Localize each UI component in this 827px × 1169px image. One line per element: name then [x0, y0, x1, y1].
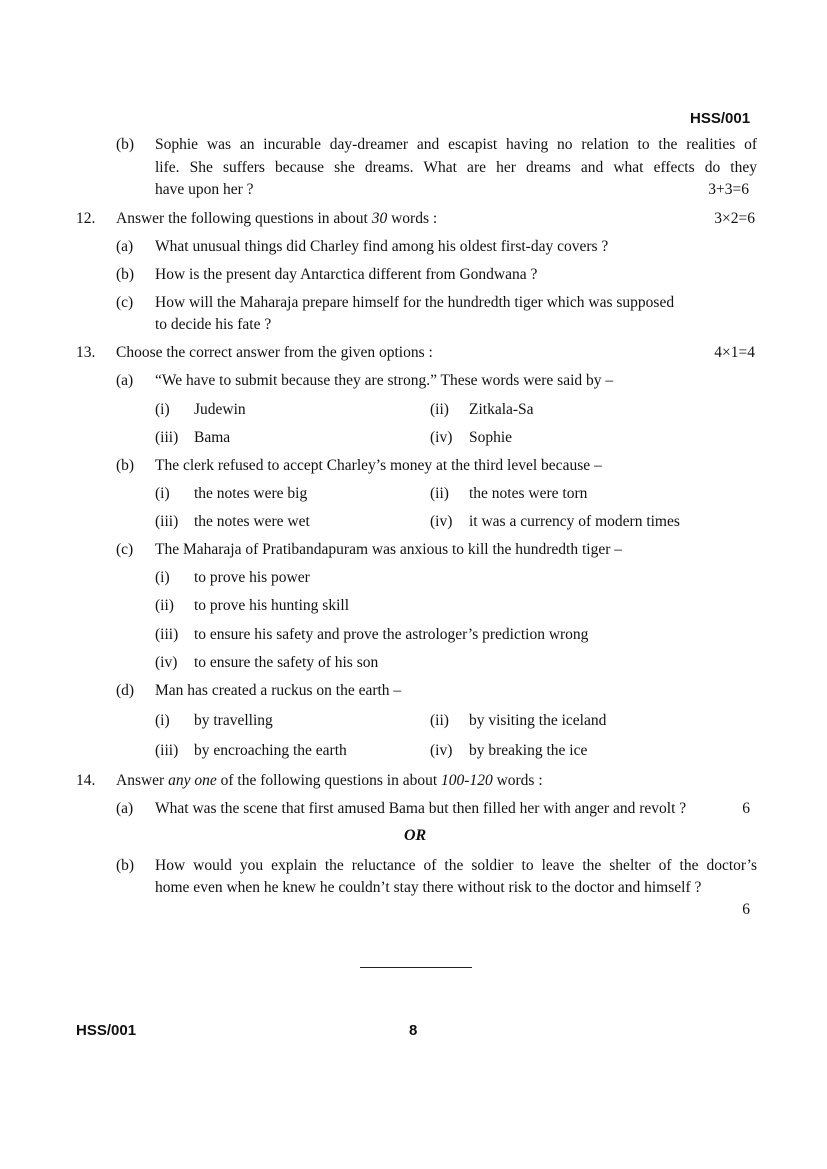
q13b-text: The clerk refused to accept Charley’s money at the third level because – — [155, 457, 602, 474]
q12-instr-b: words : — [387, 210, 438, 227]
q12b-text: How is the present day Antarctica different from Gondwana ? — [155, 266, 538, 283]
q11b-line1: Sophie was an incurable day-dreamer and escapist having no relation to the realities of — [155, 136, 757, 153]
q13d-opt4-num: (iv) — [430, 742, 453, 759]
q13c-opt4-text: to ensure the safety of his son — [194, 654, 379, 671]
q14-instruction — [116, 770, 543, 792]
q11b-label: (b) — [116, 136, 135, 153]
q14-instr-c: words : — [492, 772, 543, 789]
q12-instruction — [116, 208, 437, 230]
q13d-opt4-text: by breaking the ice — [469, 742, 588, 759]
q12-number: 12. — [76, 210, 96, 227]
q14-instr-range: 100-120 — [441, 772, 493, 789]
q13d-opt1-num: (i) — [155, 712, 170, 729]
q13b-opt3-text: the notes were wet — [194, 513, 310, 530]
end-rule — [360, 967, 472, 968]
q13a-opt2-num: (ii) — [430, 401, 449, 418]
q13c-opt3-text: to ensure his safety and prove the astrologer’s prediction wrong — [194, 626, 589, 643]
q13d-opt2-num: (ii) — [430, 712, 449, 729]
q13c-opt2-text: to prove his hunting skill — [194, 597, 349, 614]
q12-instr-a: Answer the following questions in about — [116, 210, 372, 227]
q14b-line2: home even when he knew he couldn’t stay there without risk to the doctor and himself ? — [155, 879, 702, 896]
q12-instr-words: 30 — [371, 210, 388, 227]
q13a-opt1-num: (i) — [155, 401, 170, 418]
q13c-opt3-num: (iii) — [155, 626, 179, 643]
q14a-label: (a) — [116, 800, 134, 817]
q13d-label: (d) — [116, 682, 135, 699]
q13b-opt1-num: (i) — [155, 485, 170, 502]
q13d-opt3-text: by encroaching the earth — [194, 742, 347, 759]
q13b-opt1-text: the notes were big — [194, 485, 308, 502]
q12c-label: (c) — [116, 294, 134, 311]
q13b-opt2-text: the notes were torn — [469, 485, 588, 502]
q13a-opt4-num: (iv) — [430, 429, 453, 446]
q12c-line1: How will the Maharaja prepare himself for the hundredth tiger which was supposed — [155, 294, 675, 311]
q13c-text: The Maharaja of Pratibandapuram was anxious to kill the hundredth tiger – — [155, 541, 623, 558]
q13c-label: (c) — [116, 541, 134, 558]
q13b-opt2-num: (ii) — [430, 485, 449, 502]
q13a-opt3-num: (iii) — [155, 429, 179, 446]
q13a-opt4-text: Sophie — [469, 429, 513, 446]
q13a-label: (a) — [116, 372, 134, 389]
q14a-text: What was the scene that first amused Bama but then filled her with anger and revolt ? — [155, 800, 687, 817]
paper-code-top: HSS/001 — [690, 110, 751, 127]
q13d-opt2-text: by visiting the iceland — [469, 712, 607, 729]
q12a-label: (a) — [116, 238, 134, 255]
q14-instr-any-one: any one — [168, 772, 217, 789]
q13c-opt1-num: (i) — [155, 569, 170, 586]
q13b-label: (b) — [116, 457, 135, 474]
q12b-label: (b) — [116, 266, 135, 283]
q13-marks: 4×1=4 — [714, 344, 755, 361]
or-separator: OR — [404, 827, 427, 844]
q13a-opt3-text: Bama — [194, 429, 231, 446]
q11b-marks: 3+3=6 — [708, 181, 749, 198]
q14b-line1: How would you explain the reluctance of the soldier to leave the shelter of the doctor’s — [155, 857, 757, 874]
q13a-opt2-text: Zitkala-Sa — [469, 401, 534, 418]
q11b-line3: have upon her ? — [155, 181, 254, 198]
page-number: 8 — [409, 1022, 418, 1039]
q14b-label: (b) — [116, 857, 135, 874]
q11b-line2: life. She suffers because she dreams. What are her dreams and what effects do they — [155, 159, 757, 176]
q13d-text: Man has created a ruckus on the earth – — [155, 682, 402, 699]
q12a-text: What unusual things did Charley find among his oldest first-day covers ? — [155, 238, 609, 255]
q14-instr-a: Answer — [116, 772, 169, 789]
q13b-opt4-text: it was a currency of modern times — [469, 513, 680, 530]
q13c-opt4-num: (iv) — [155, 654, 178, 671]
q13d-opt3-num: (iii) — [155, 742, 179, 759]
q12-marks: 3×2=6 — [714, 210, 755, 227]
q14b-marks: 6 — [742, 901, 750, 918]
q14-instr-b: of the following questions in about — [216, 772, 442, 789]
q13c-opt2-num: (ii) — [155, 597, 174, 614]
q13-instruction: Choose the correct answer from the given options : — [116, 344, 433, 361]
q12c-line2: to decide his fate ? — [155, 316, 272, 333]
q13c-opt1-text: to prove his power — [194, 569, 310, 586]
q14a-marks: 6 — [742, 800, 750, 817]
paper-code-footer: HSS/001 — [76, 1022, 137, 1039]
q13b-opt4-num: (iv) — [430, 513, 453, 530]
q13d-opt1-text: by travelling — [194, 712, 273, 729]
q13a-text: “We have to submit because they are strong.” These words were said by – — [155, 372, 614, 389]
q13a-opt1-text: Judewin — [194, 401, 246, 418]
q13b-opt3-num: (iii) — [155, 513, 179, 530]
q13-number: 13. — [76, 344, 96, 361]
q14-number: 14. — [76, 772, 96, 789]
